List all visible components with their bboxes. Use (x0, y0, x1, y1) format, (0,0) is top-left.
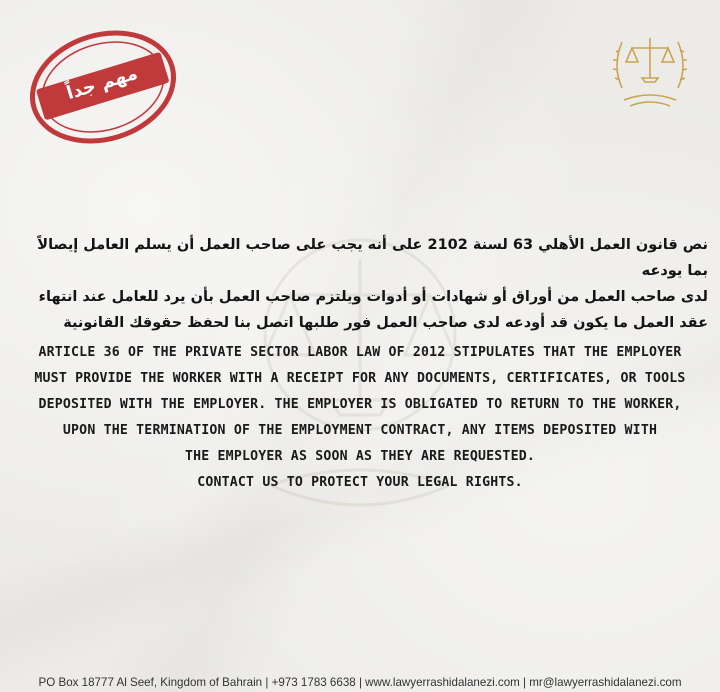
english-paragraph (10, 340, 710, 496)
arabic-line: نص قانون العمل الأهلي 63 لسنة 2102 على أنه يجب على صاحب العمل أن يسلم العامل إيصالاً بما يودعه (37, 237, 708, 279)
arabic-line: عقد العمل ما يكون قد أودعه لدى صاحب العمل فور طلبها اتصل بنا لحفظ حقوقك القانونية (63, 315, 708, 331)
scales-of-justice-logo (602, 18, 698, 114)
arabic-line: لدى صاحب العمل من أوراق أو شهادات أو أدوات ويلتزم صاحب العمل بأن يرد للعامل عند انتهاء (38, 289, 708, 305)
english-line: UPON THE TERMINATION OF THE EMPLOYMENT CONTRACT, ANY ITEMS DEPOSITED WITH (62, 423, 658, 438)
contact-footer: PO Box 18777 Al Seef, Kingdom of Bahrain | +973 1783 6638 | www.lawyerrashidalanezi.com | mr@lawyerrashidalanezi.com (38, 676, 682, 689)
english-line: THE EMPLOYER AS SOON AS THEY ARE REQUESTED. (184, 449, 535, 464)
stamp-label: مهم جداً (64, 62, 140, 105)
english-line: DEPOSITED WITH THE EMPLOYER. THE EMPLOYER IS OBLIGATED TO RETURN TO THE WORKER, (38, 397, 682, 412)
english-line: ARTICLE 36 OF THE PRIVATE SECTOR LABOR LAW OF 2012 STIPULATES THAT THE EMPLOYER (38, 345, 682, 360)
english-line: MUST PROVIDE THE WORKER WITH A RECEIPT FOR ANY DOCUMENTS, CERTIFICATES, OR TOOLS (34, 371, 686, 386)
arabic-paragraph (20, 232, 708, 336)
english-line: CONTACT US TO PROTECT YOUR LEGAL RIGHTS. (197, 475, 523, 490)
